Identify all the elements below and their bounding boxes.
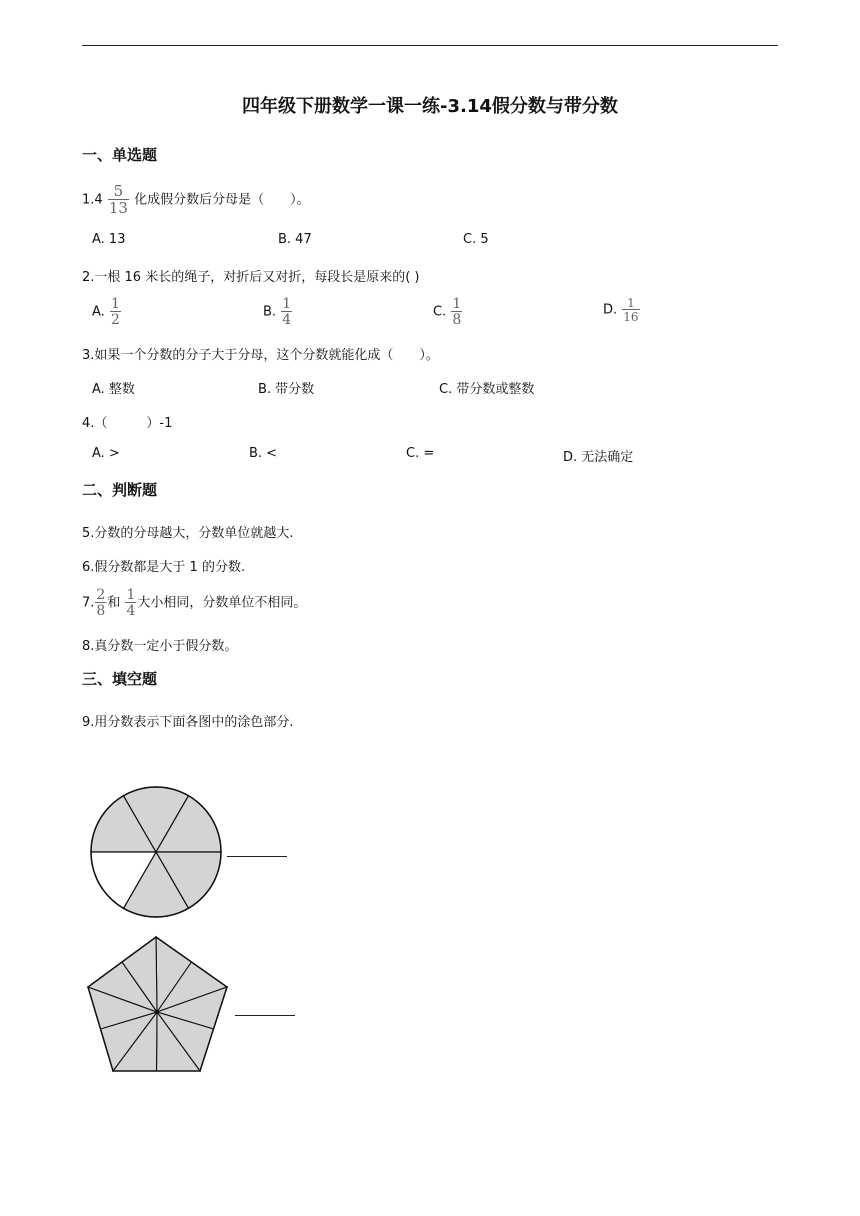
q2-option-b-fraction: [281, 297, 292, 327]
q2-option-d[interactable]: [603, 297, 641, 323]
q1-frac-den: 13: [108, 199, 128, 217]
question-5: 5.分数的分母越大，分数单位就越大.: [82, 526, 294, 541]
q1-fraction: [108, 184, 129, 216]
q7-f2-num: 1: [126, 587, 136, 603]
q7-f1-den: 8: [96, 603, 106, 619]
q2-a-num: 1: [110, 296, 120, 312]
question-1: [82, 184, 310, 216]
q2-c-num: 1: [452, 296, 462, 312]
q1-option-a[interactable]: A. 13: [92, 232, 126, 247]
q3-option-a[interactable]: A. 整数: [92, 382, 135, 397]
section-heading-single-choice: 一、单选题: [82, 146, 158, 164]
q2-a-den: 2: [110, 312, 120, 328]
q3-option-b[interactable]: B. 带分数: [258, 382, 315, 397]
q2-b-den: 4: [282, 312, 292, 328]
q4-option-c[interactable]: C. =: [406, 446, 435, 461]
question-2: 2.一根 16 米长的绳子，对折后又对折，每段长是原来的( ): [82, 270, 420, 285]
pentagon-center-dot: [155, 1010, 159, 1014]
q4-option-d[interactable]: D. 无法确定: [563, 450, 634, 465]
q2-option-a-fraction: [110, 297, 121, 327]
q2-option-c-fraction: [451, 297, 462, 327]
q7-fraction-1: [95, 588, 106, 618]
q7-f1-num: 2: [96, 587, 106, 603]
q7-suffix: 大小相同，分数单位不相同。: [137, 595, 307, 611]
question-6: 6.假分数都是大于 1 的分数.: [82, 560, 246, 575]
question-3: 3.如果一个分数的分子大于分母，这个分数就能化成（ ）。: [82, 348, 439, 363]
q2-option-a-label: A.: [92, 304, 105, 320]
q2-option-b-label: B.: [263, 304, 277, 320]
page-title: 四年级下册数学一课一练-3.14假分数与带分数: [242, 96, 618, 117]
question-4: 4.（ ）-1: [82, 416, 173, 431]
q2-option-a[interactable]: [92, 297, 122, 327]
q1-prefix: 1.4: [82, 192, 103, 208]
question-9: 9.用分数表示下面各图中的涂色部分.: [82, 715, 294, 730]
circle-figure: [85, 782, 227, 922]
question-8: 8.真分数一定小于假分数。: [82, 639, 238, 654]
q2-option-b[interactable]: [263, 297, 293, 327]
q2-b-num: 1: [282, 296, 292, 312]
pentagon-answer-blank[interactable]: [235, 1015, 295, 1016]
q2-option-c[interactable]: [433, 297, 463, 327]
q1-frac-num: 5: [113, 182, 124, 200]
q7-fraction-2: [125, 588, 136, 618]
section-heading-fill-blank: 三、填空题: [82, 670, 158, 688]
section-heading-true-false: 二、判断题: [82, 481, 158, 499]
q2-option-c-label: C.: [433, 304, 447, 320]
q7-mid: 和: [107, 595, 121, 611]
q4-option-b[interactable]: B. <: [249, 446, 278, 461]
q2-d-num: 1: [627, 296, 635, 310]
q7-f2-den: 4: [126, 603, 136, 619]
q4-option-a[interactable]: A. >: [92, 446, 120, 461]
q1-option-b[interactable]: B. 47: [278, 232, 312, 247]
q7-prefix: 7.: [82, 595, 95, 611]
pentagon-figure: [85, 934, 233, 1076]
q2-option-d-label: D.: [603, 302, 618, 318]
q1-suffix: 化成假分数后分母是（ ）。: [134, 192, 310, 208]
question-7: [82, 588, 306, 618]
q2-c-den: 8: [452, 312, 462, 328]
q3-option-c[interactable]: C. 带分数或整数: [439, 382, 535, 397]
q2-d-den: 16: [623, 310, 639, 324]
header-rule: [82, 45, 778, 46]
circle-answer-blank[interactable]: [227, 856, 287, 857]
q1-option-c[interactable]: C. 5: [463, 232, 489, 247]
q2-option-d-fraction: [622, 297, 639, 323]
